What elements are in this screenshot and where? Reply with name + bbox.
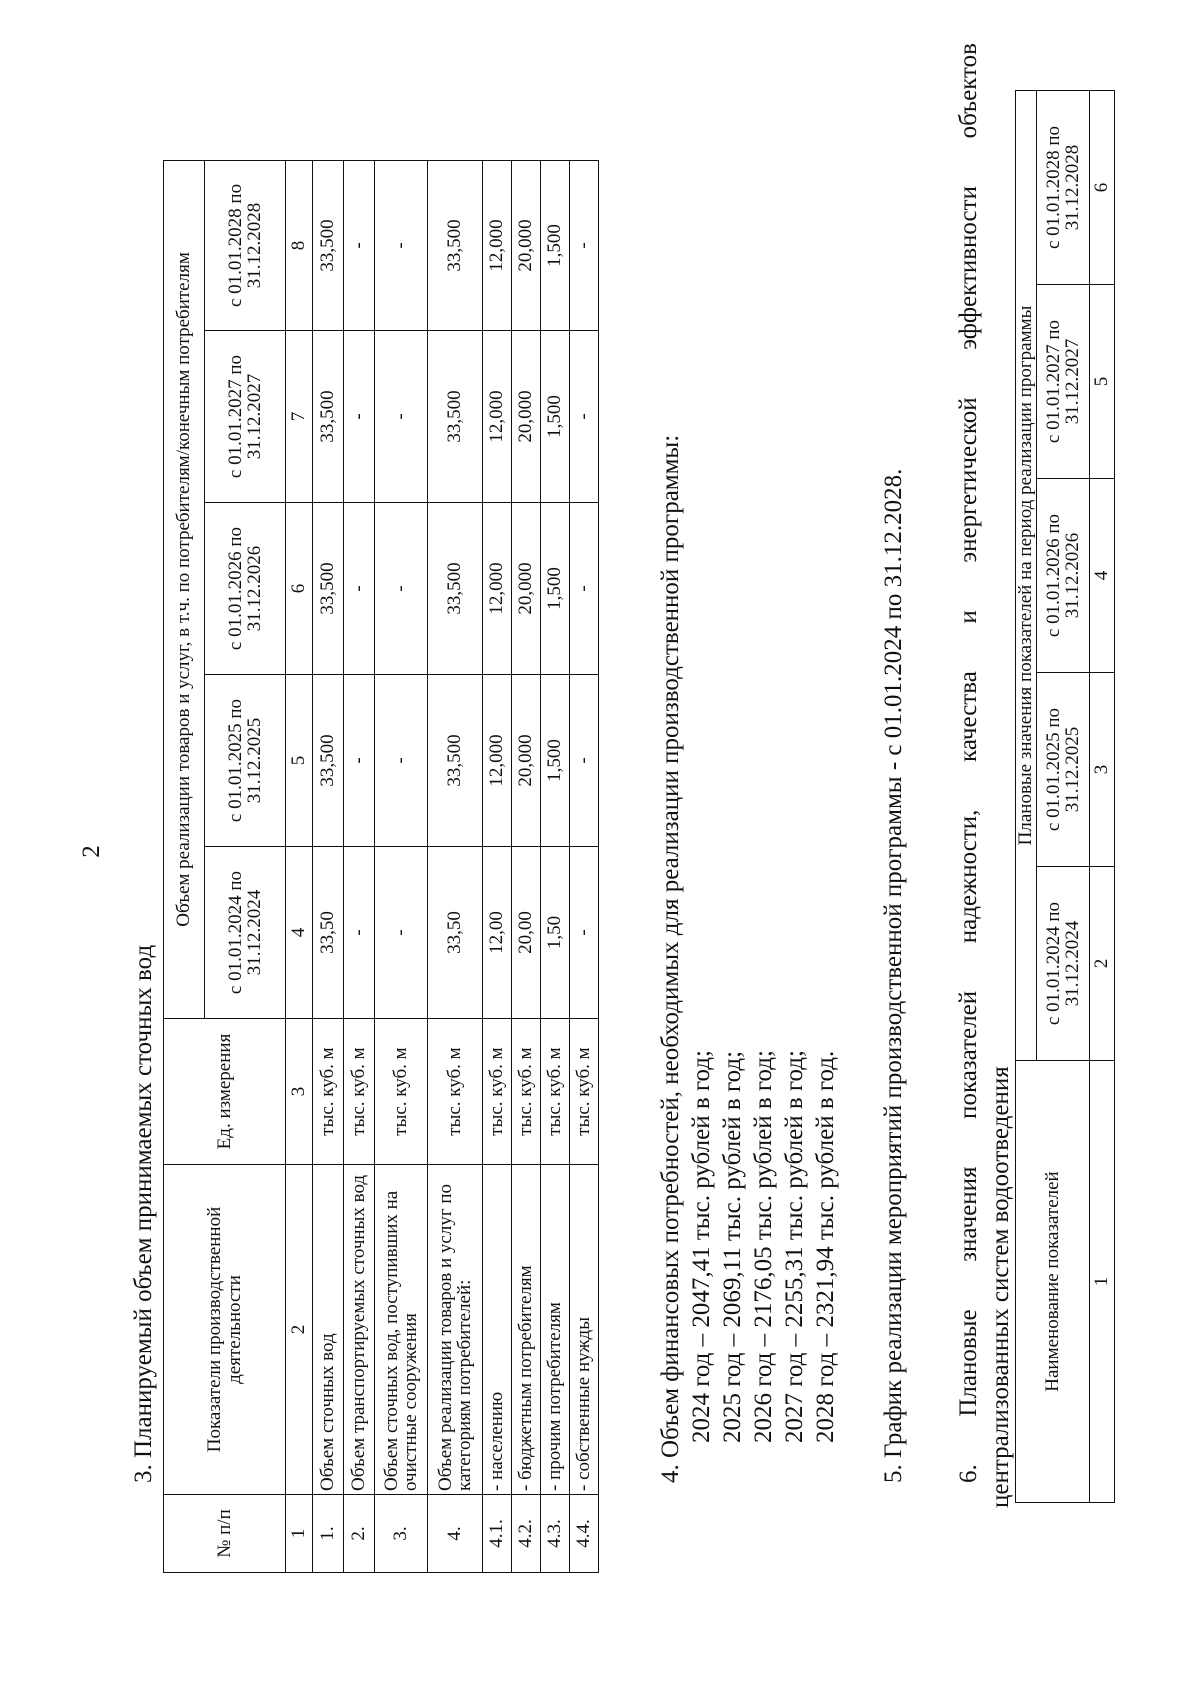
row-indicator: Объем сточных вод, поступивших на очистные сооружения [375, 1165, 428, 1495]
heading-word: Плановые [955, 1309, 982, 1417]
col-header-indicator-name: Наименование показателей [1016, 1061, 1090, 1503]
heading-word: 6. [955, 1464, 982, 1483]
row-value: - [344, 503, 375, 675]
section-4-heading: 4. Объем финансовых потребностей, необходимых для реализации производственной программы: [657, 434, 684, 1483]
row-indicator: - прочим потребителям [541, 1165, 570, 1495]
row-unit: тыс. куб. м [375, 1019, 428, 1165]
row-value: - [344, 331, 375, 503]
col-header-period: с 01.01.2025 по 31.12.2025 [1037, 673, 1090, 867]
row-number: 4.3. [541, 1495, 570, 1573]
col-header-period: с 01.01.2027 по 31.12.2027 [1037, 285, 1090, 479]
col-header-number: № п/п [164, 1495, 286, 1573]
financing-line: 2028 год – 2321,94 тыс. рублей в год. [812, 1050, 839, 1443]
col-number: 3 [1090, 673, 1115, 867]
heading-word: качества [955, 671, 982, 762]
row-value: 12,000 [483, 331, 512, 503]
col-number: 2 [1090, 867, 1115, 1061]
row-value: - [375, 160, 428, 330]
row-value: 20,000 [512, 331, 541, 503]
row-value: - [570, 503, 599, 675]
row-value: 33,50 [428, 847, 483, 1019]
row-number: 4.2. [512, 1495, 541, 1573]
col-header-period: с 01.01.2028 по 31.12.2028 [205, 160, 286, 330]
row-value: 33,500 [313, 503, 344, 675]
col-header-period: с 01.01.2026 по 31.12.2026 [205, 503, 286, 675]
row-value: 12,000 [483, 503, 512, 675]
heading-word: эффективности [955, 186, 982, 350]
financing-line: 2026 год – 2176,05 тыс. рублей в год; [750, 1050, 777, 1443]
row-value: 33,500 [428, 160, 483, 330]
row-unit: тыс. куб. м [541, 1019, 570, 1165]
planned-indicators-table [1015, 90, 1115, 1503]
heading-word: энергетической [955, 397, 982, 563]
col-header-period: с 01.01.2024 по 31.12.2024 [205, 847, 286, 1019]
row-value: 12,00 [483, 847, 512, 1019]
col-number: 2 [286, 1165, 313, 1495]
table-row [344, 160, 375, 1572]
row-value: - [344, 160, 375, 330]
financing-line: 2025 год – 2069,11 тыс. рублей в год; [719, 1050, 746, 1443]
row-value: - [375, 847, 428, 1019]
row-number: 1. [313, 1495, 344, 1573]
row-value: 20,000 [512, 160, 541, 330]
row-unit: тыс. куб. м [483, 1019, 512, 1165]
table-row [541, 160, 570, 1572]
row-value: 20,000 [512, 503, 541, 675]
row-unit: тыс. куб. м [344, 1019, 375, 1165]
heading-word: надежности, [955, 809, 982, 944]
row-value: 20,00 [512, 847, 541, 1019]
row-indicator: Объем сточных вод [313, 1165, 344, 1495]
col-number: 8 [286, 160, 313, 330]
heading-word: и [955, 610, 982, 624]
row-value: - [570, 847, 599, 1019]
row-indicator: - собственные нужды [570, 1165, 599, 1495]
row-unit: тыс. куб. м [512, 1019, 541, 1165]
col-header-period: с 01.01.2026 по 31.12.2026 [1037, 479, 1090, 673]
section-6-heading-line2: централизованных систем водоотведения [987, 1066, 1014, 1508]
col-header-volume-group: Объем реализации товаров и услуг, в т.ч. по потребителям/конечным потребителям [164, 160, 205, 1018]
row-value: 20,000 [512, 675, 541, 847]
row-value: 33,500 [428, 503, 483, 675]
col-header-period: с 01.01.2027 по 31.12.2027 [205, 331, 286, 503]
row-value: 33,500 [313, 331, 344, 503]
row-number: 4.4. [570, 1495, 599, 1573]
col-number: 1 [286, 1495, 313, 1573]
heading-word: объектов [955, 43, 982, 139]
section-5-schedule: 5. График реализации мероприятий производственной программы - с 01.01.2024 по 31.12.2028. [880, 468, 907, 1483]
row-value: 33,500 [428, 675, 483, 847]
section-4-financing [655, 435, 841, 1483]
row-value: - [570, 160, 599, 330]
table-row [313, 160, 344, 1572]
table-row [570, 160, 599, 1572]
row-value: 1,500 [541, 503, 570, 675]
col-number: 3 [286, 1019, 313, 1165]
row-unit: тыс. куб. м [313, 1019, 344, 1165]
section-6-heading [955, 43, 983, 1483]
row-value: - [375, 331, 428, 503]
row-unit: тыс. куб. м [570, 1019, 599, 1165]
col-header-planned-values: Плановые значения показателей на период реализации программы [1016, 90, 1037, 1060]
col-number: 6 [1090, 90, 1115, 284]
row-value: 33,500 [428, 331, 483, 503]
col-header-indicator: Показатели производственной деятельности [164, 1165, 286, 1495]
row-indicator: Объем транспортируемых сточных вод [344, 1165, 375, 1495]
row-value: 1,500 [541, 675, 570, 847]
row-value: 12,000 [483, 675, 512, 847]
col-number: 6 [286, 503, 313, 675]
row-number: 4.1. [483, 1495, 512, 1573]
col-number: 5 [1090, 285, 1115, 479]
row-indicator: - населению [483, 1165, 512, 1495]
col-number: 4 [1090, 479, 1115, 673]
row-unit: тыс. куб. м [428, 1019, 483, 1165]
row-value: - [570, 331, 599, 503]
col-number: 1 [1090, 1061, 1115, 1503]
row-number: 3. [375, 1495, 428, 1573]
row-value: 12,000 [483, 160, 512, 330]
col-header-period: с 01.01.2025 по 31.12.2025 [205, 675, 286, 847]
row-number: 4. [428, 1495, 483, 1573]
row-value: - [344, 847, 375, 1019]
row-value: - [570, 675, 599, 847]
row-indicator: - бюджетным потребителям [512, 1165, 541, 1495]
table-row [512, 160, 541, 1572]
col-number: 7 [286, 331, 313, 503]
row-value: 1,500 [541, 160, 570, 330]
row-value: 1,50 [541, 847, 570, 1019]
row-number: 2. [344, 1495, 375, 1573]
row-value: 33,500 [313, 675, 344, 847]
heading-word: значения [955, 1166, 982, 1262]
table-row [375, 160, 428, 1572]
col-number: 5 [286, 675, 313, 847]
table-row [483, 160, 512, 1572]
table-row [428, 160, 483, 1572]
wastewater-volume-table [163, 160, 599, 1573]
financing-line: 2024 год – 2047,41 тыс. рублей в год; [688, 1050, 715, 1443]
page-number: 2 [78, 845, 105, 858]
col-header-period: с 01.01.2028 по 31.12.2028 [1037, 90, 1090, 284]
financing-line: 2027 год – 2255,31 тыс. рублей в год; [781, 1050, 808, 1443]
col-header-period: с 01.01.2024 по 31.12.2024 [1037, 867, 1090, 1061]
row-value: 1,500 [541, 331, 570, 503]
row-value: 33,500 [313, 160, 344, 330]
heading-word: показателей [955, 990, 982, 1119]
col-number: 4 [286, 847, 313, 1019]
row-value: - [375, 675, 428, 847]
row-value: - [375, 503, 428, 675]
row-value: 33,50 [313, 847, 344, 1019]
row-value: - [344, 675, 375, 847]
section-3-heading: 3. Планируемый объем принимаемых сточных вод [130, 944, 157, 1483]
col-header-unit: Ед. измерения [164, 1019, 286, 1165]
row-indicator: Объем реализации товаров и услуг по категориям потребителей: [428, 1165, 483, 1495]
